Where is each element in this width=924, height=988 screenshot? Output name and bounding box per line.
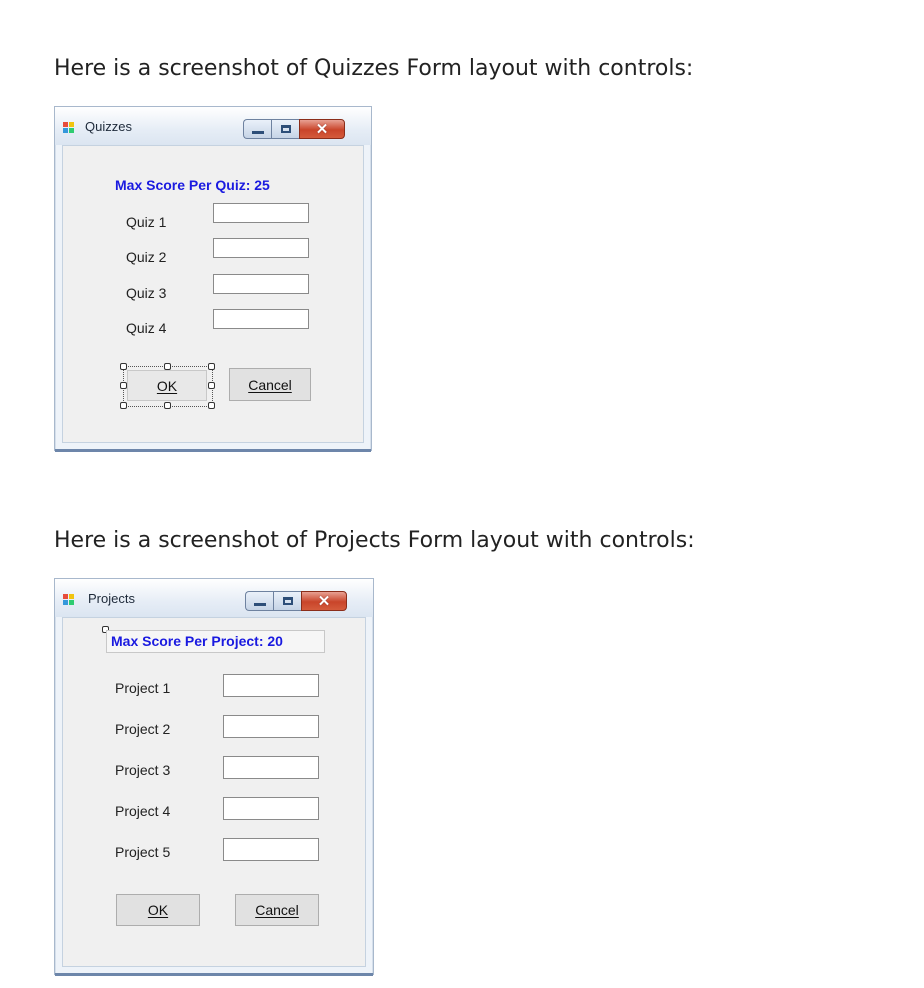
ok-button[interactable]: OK [127,370,207,401]
window-controls [245,591,365,613]
quiz-4-input[interactable] [213,309,309,329]
caption-projects: Here is a screenshot of Projects Form layout with controls: [54,528,695,553]
project-2-input[interactable] [223,715,319,738]
resize-handle[interactable] [208,382,215,389]
resize-handle[interactable] [120,363,127,370]
cancel-button[interactable]: Cancel [235,894,319,926]
close-button[interactable] [301,591,347,611]
quiz-2-input[interactable] [213,238,309,258]
projects-titlebar[interactable] [55,579,373,617]
resize-handle[interactable] [208,363,215,370]
quiz-4-label: Quiz 4 [126,320,167,336]
maximize-button[interactable] [273,591,301,611]
quiz-2-label: Quiz 2 [126,249,167,265]
projects-window [54,578,374,975]
window-title: Projects [88,591,135,606]
quiz-1-label: Quiz 1 [126,214,167,230]
project-1-label: Project 1 [115,680,171,696]
resize-handle[interactable] [164,402,171,409]
window-controls [243,119,363,141]
project-2-label: Project 2 [115,721,171,737]
maximize-icon [283,597,293,605]
max-score-heading: Max Score Per Project: 20 [111,633,283,649]
quiz-1-input[interactable] [213,203,309,223]
project-4-label: Project 4 [115,803,171,819]
resize-handle[interactable] [120,402,127,409]
resize-handle[interactable] [164,363,171,370]
max-score-heading: Max Score Per Quiz: 25 [115,177,270,193]
project-3-label: Project 3 [115,762,171,778]
window-title: Quizzes [85,119,132,134]
quiz-3-label: Quiz 3 [126,285,167,301]
resize-handle[interactable] [208,402,215,409]
maximize-icon [281,125,291,133]
close-icon: ✕ [317,592,331,610]
quiz-3-input[interactable] [213,274,309,294]
minimize-button[interactable] [243,119,271,139]
project-5-label: Project 5 [115,844,171,860]
form-app-icon [63,122,77,134]
window-bottom-edge [55,973,373,976]
project-5-input[interactable] [223,838,319,861]
minimize-icon [254,603,266,606]
window-bottom-edge [55,449,371,452]
close-button[interactable] [299,119,345,139]
quizzes-window [54,106,372,451]
minimize-button[interactable] [245,591,273,611]
projects-client-area [62,617,366,967]
minimize-icon [252,131,264,134]
ok-button[interactable]: OK [116,894,200,926]
project-4-input[interactable] [223,797,319,820]
cancel-button[interactable]: Cancel [229,368,311,401]
caption-quizzes: Here is a screenshot of Quizzes Form layout with controls: [54,56,694,81]
quizzes-titlebar[interactable] [55,107,371,145]
quizzes-client-area [62,145,364,443]
close-icon: ✕ [315,120,329,138]
maximize-button[interactable] [271,119,299,139]
project-3-input[interactable] [223,756,319,779]
form-app-icon [63,594,77,606]
resize-handle[interactable] [120,382,127,389]
project-1-input[interactable] [223,674,319,697]
